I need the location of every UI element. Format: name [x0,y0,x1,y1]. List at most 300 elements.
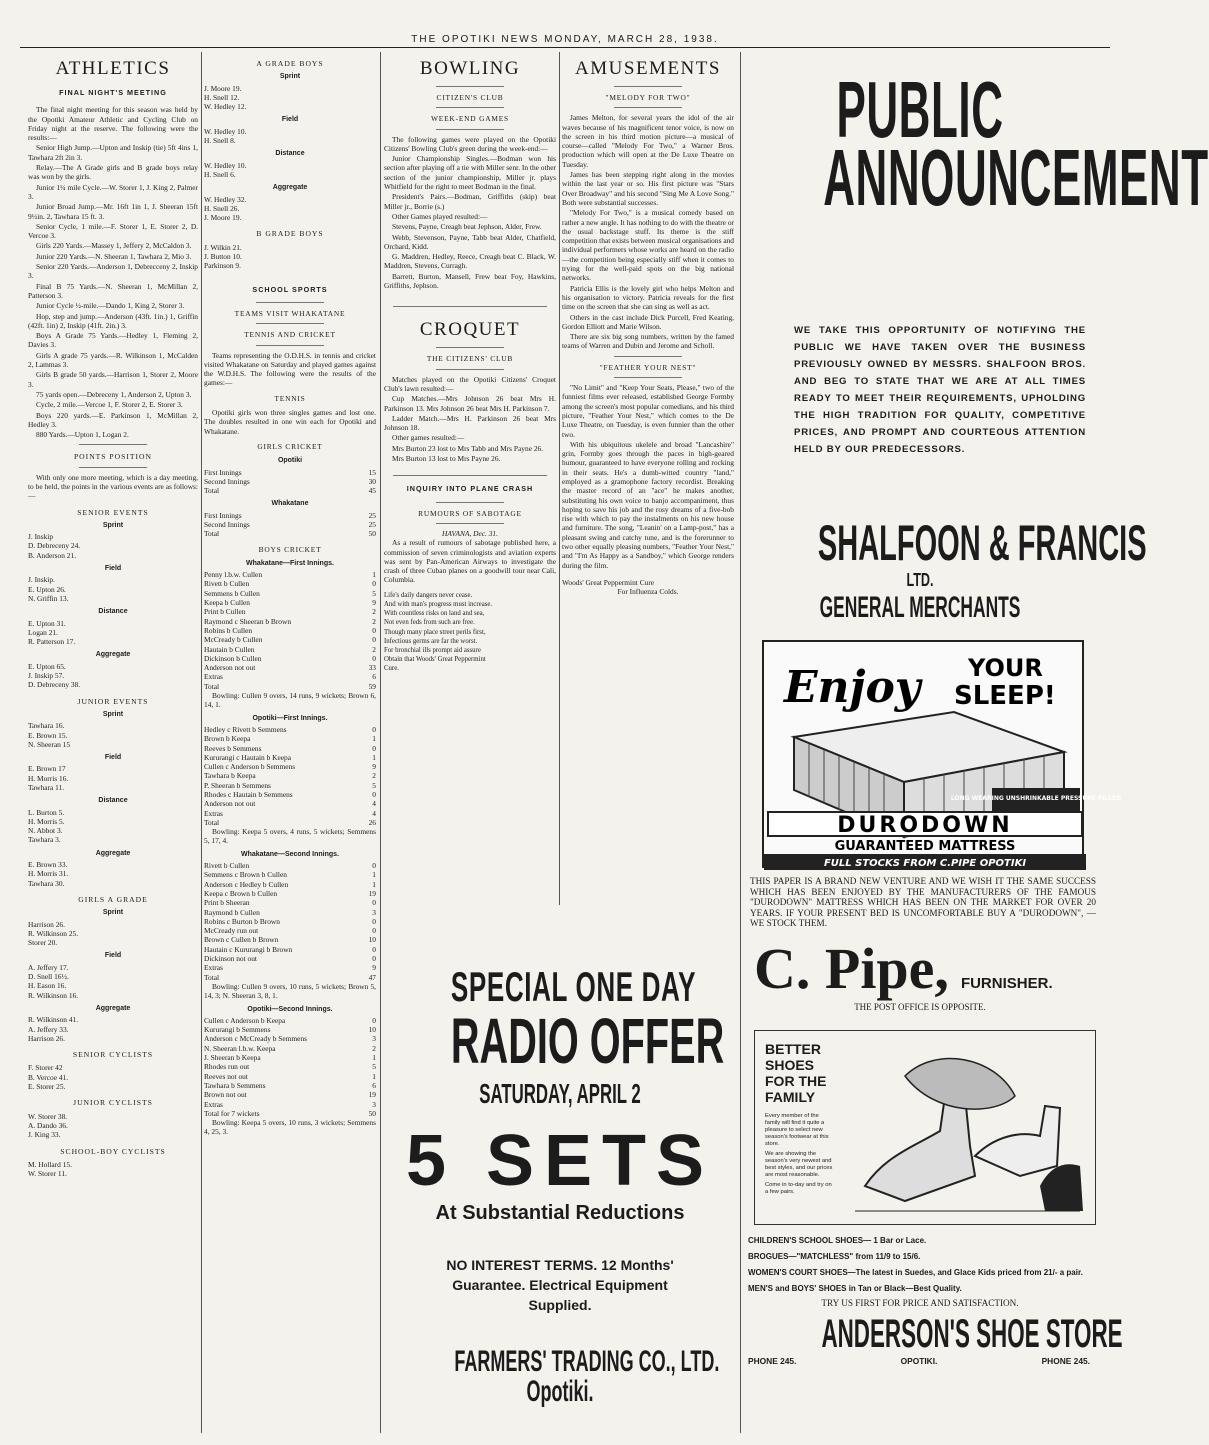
athletics-subtitle: FINAL NIGHT'S MEETING [59,88,167,97]
score-row [204,945,376,954]
score-row [204,579,376,588]
score-value: 0 [372,653,376,663]
score-value: 0 [372,944,376,954]
score-label: Total [204,817,220,827]
divider [79,467,147,468]
score-value: 1 [372,870,376,880]
event-name: Sprint [279,73,301,81]
score-value: 0 [372,861,376,871]
score-row [204,898,376,907]
score-value: 19 [368,888,376,898]
divider [436,129,505,130]
score-value: 2 [372,1043,376,1053]
school-sports-title: SCHOOL SPORTS [252,284,328,294]
score-row [204,1016,376,1025]
points-entry: Logan 21. [28,627,58,637]
score-value: 6 [372,1080,376,1090]
score-label: Raymond b Cullen [204,907,260,917]
event-name: Aggregate [95,849,131,857]
athletics-column [28,52,198,1437]
score-value: 0 [372,743,376,753]
score-label: Semmens b Cullen [204,588,260,598]
score-label: Dickinson not out [204,954,257,964]
feather-title: "FEATHER YOUR NEST" [599,362,697,372]
score-row [204,468,376,477]
points-entry: H. Morris 5. [28,816,65,826]
divider [614,86,683,87]
score-label: Extras [204,963,223,973]
points-entry: W. Hedley 32. [204,194,247,204]
points-entry: H. Snell 8. [204,136,236,146]
score-row [204,753,376,762]
event-name: Aggregate [95,651,131,659]
result-line: Senior High Jump.—Upton and Inskip (tie) 5ft 4ins 1, Tawhara 2ft 2in 3. [28,143,198,162]
score-row [204,477,376,486]
enjoy-text: Enjoy [784,662,921,713]
c-pipe-name: C. Pipe, [754,935,949,1001]
sleep-text: SLEEP! [954,681,1056,711]
score-label: Total for 7 wickets [204,1108,260,1118]
divider [393,475,548,476]
score-value: 1 [372,1071,376,1081]
score-label: Raymond c Sheeran b Brown [204,616,292,626]
points-entry: D. Debreceny 24. [28,541,81,551]
points-entry: J. Moore 19. [204,83,242,93]
badge-text: LONG WEARING UNSHRINKABLE PRESSURE FILLED [950,795,1122,802]
durodown-ad-image [762,640,1122,869]
points-entry: Parkinson 9. [204,261,241,271]
score-value: 0 [372,898,376,908]
score-value: 25 [368,519,376,529]
poem-line: With countless risks on land and sea, [384,610,485,618]
score-row [204,963,376,972]
score-label: Total [204,486,220,496]
innings-title: Opotiki—First Innings. [252,714,328,722]
score-row [204,809,376,818]
croquet-para: Mrs Burton 13 lost to Mrs Payne 26. [392,454,501,464]
points-entry: W. Storer 11. [28,1169,67,1179]
plane-crash-sub: RUMOURS OF SABOTAGE [418,508,522,518]
score-label: Rhodes c Hautain b Semmens [204,790,293,799]
score-label: Robins c Burton b Brown [204,916,280,926]
score-row [204,771,376,780]
result-line: Senior 220 Yards.—Anderson 1, Debrecceny 2, Inskip 3. [28,262,198,281]
divider [256,345,325,346]
divider [436,86,505,87]
score-label: Anderson not out [204,799,256,809]
score-label: Hautain b Cullen [204,644,255,654]
score-value: 5 [372,588,376,598]
bowling-figures: Bowling: Keepa 5 overs, 10 runs, 3 wickets; Semmens 4, 25, 3. [204,1118,376,1137]
score-label: Reeves not out [204,1071,248,1081]
radio-terms: Supplied. [528,1297,592,1313]
score-row [204,570,376,579]
score-label: P. Sheeran b Semmens [204,780,271,790]
points-entry: J. Button 10. [204,252,242,262]
phone-right: PHONE 245. [1041,1355,1090,1366]
score-value: 0 [372,579,376,589]
event-name: Sprint [102,521,124,529]
points-entry: R. Wilkinson 41. [28,1015,79,1025]
score-label: Extras [204,672,223,682]
poem-line: Life's daily dangers never cease. [384,591,473,599]
bowling-figures: Bowling: Cullen 9 overs, 10 runs, 5 wickets; Brown 5, 14, 3; N. Sheeran 3, 8, 1. [204,981,376,1001]
athletics-intro: The final night meeting for this season was held by the Opotiki Amateur Athletic and Cycling Club on Friday night at the reserve. The following were the results:— [28,105,198,143]
score-row [204,1100,376,1109]
public-notice-text: WE TAKE THIS OPPORTUNITY OF NOTIFYING THE PUBLIC WE HAVE TAKEN OVER THE BUSINESS PREVIOUSLY OWNED BY MESSRS. SHALFOON BROS. AND BEG TO STATE THAT WE ARE AT ALL TIMES READY TO MEET THEIR REQUIREMENTS, UPHOLDING THE HIGH TRADITION FOR QUALITY, COMPETITIVE PRICES, AND PROMPT AND COURTEOUS ATTENTION HELD BY OUR PREDECESSORS. [794,325,1086,455]
points-group-title: SCHOOL-BOY CYCLISTS [60,1146,166,1156]
points-intro: With only one more meeting, which is a day meeting, to be held, the points in the various events are as follows:— [28,472,198,501]
boys-cricket-scorecards [204,559,376,1137]
score-value: 4 [372,808,376,818]
divider [436,523,505,524]
event-name: Field [104,952,122,960]
poem-line: Not even feds from such are free. [384,619,475,627]
result-line: Relay.—The A Grade girls and B grade boys relay was won by the girls. [28,163,198,182]
bowling-weekend: WEEK-END GAMES [431,114,509,124]
score-value: 0 [372,926,376,936]
event-name: Field [104,565,122,573]
points-entry: Tawhara 16. [28,721,65,731]
score-label: Hautain c Kururangi b Brown [204,944,293,954]
bowling-para: President's Pairs.—Bodman, Griffiths (skip) beat Miller jr., Borrie (s.) [384,192,556,211]
total-row [204,973,376,982]
better-shoes-heading [765,1041,835,1105]
score-value: 9 [372,963,376,973]
bowling-intro: The following games were played on the Opotiki Citizens' Bowling Club's green during the week-end:— [384,134,556,153]
school-sports-intro: Teams representing the O.D.H.S. in tennis and cricket visited Whakatane on Saturday and played games against the W.D.H.S. The following were the results of the games:— [204,350,376,388]
b-grade-title: B GRADE BOYS [256,229,324,239]
score-row [204,635,376,644]
divider [436,107,505,108]
score-value: 2 [372,607,376,617]
column-rule [740,52,741,1433]
masthead: THE OPOTIKI NEWS MONDAY, MARCH 28, 1938. [20,34,1110,48]
score-row [204,861,376,870]
points-entry: J. Inskip. [28,575,55,585]
score-value: 30 [368,476,376,486]
shoe-small-text [765,1113,835,1196]
score-label: Robins b Cullen [204,625,253,635]
divider [436,502,505,503]
bowling-para: Stevens, Payne, Creagh beat Jephson, Alder, Frew. [392,222,542,232]
girls-cricket-title: GIRLS CRICKET [257,441,323,451]
result-line: 75 yards open.—Debreceny 1, Anderson 2, Upton 3. [36,389,192,399]
score-value: 3 [372,907,376,917]
your-text: YOUR [968,654,1043,682]
radio-terms: Guarantee. Electrical Equipment [452,1277,668,1293]
divider [256,302,325,303]
croquet-title: CROQUET [419,319,521,341]
bowling-para: Junior Championship Singles.—Bodman won his section after playing off a tie with Miller senr. In the other section of the junior championship, Miller jr. plays Whitfield for the right to meet Bodman in the final. [384,154,556,192]
score-row [204,607,376,616]
points-entry: E. Upton 65. [28,661,66,671]
points-entry: W. Hedley 12. [204,102,247,112]
phone-left: PHONE 245. [748,1355,797,1366]
score-label: Brown c Cullen b Brown [204,935,279,945]
score-value: 2 [372,616,376,626]
radio-town: Opotiki. [526,1375,594,1408]
points-group-title: SENIOR CYCLISTS [72,1050,154,1060]
radio-sets: 5 SETS [405,1121,715,1201]
shoe-price-line: CHILDREN'S SCHOOL SHOES— 1 Bar or Lace. [748,1236,927,1246]
shoe-heading-line: BETTER [765,1041,821,1058]
result-line: Girls 220 Yards.—Massey 1, Jeffery 2, McCaldon 3. [36,241,192,251]
score-row [204,762,376,771]
score-value: 5 [372,780,376,790]
points-entry: A. Jeffery 33. [28,1024,69,1034]
amusements-para: There are six big song numbers, written by the famed teams of Warren and Dubin and Jerome and Scholl. [562,332,734,351]
points-entry: Harrison 26. [28,919,65,929]
score-label: Extras [204,808,223,818]
column-rule [380,52,381,1433]
ads-column [744,52,1209,1437]
points-entry: E. Brown 15. [28,730,68,740]
amusements-para: James Melton, for several years the idol of the air waves because of his magnificent tenor voice, is now on the screen in his third motion picture—a musical of course—called "Melody For Two," a Warner Bros. production which will open at the De Luxe Theatre on Tuesday. [562,113,734,169]
score-value: 1 [372,879,376,889]
divider [436,347,505,348]
opotiki-label: Opotiki [277,457,303,465]
score-label: Total [204,681,220,691]
column-rule [201,52,202,1433]
divider [256,323,325,324]
event-name: Distance [275,150,305,158]
score-row [204,935,376,944]
event-name: Field [104,754,122,762]
mattress-illustration [764,642,1122,870]
points-entry: N. Griffin 13. [28,593,69,603]
score-label: First Innings [204,467,242,477]
c-pipe-ad [754,935,1096,1001]
radio-terms: NO INTEREST TERMS. 12 Months' [446,1257,674,1273]
event-name: Sprint [102,710,124,718]
result-line: Girls A grade 75 yards.—R. Wilkinson 1, McCalden 2, Lammas 3. [28,350,198,370]
score-value: 0 [372,724,376,734]
croquet-para: Cup Matches.—Mrs Johnson 26 beat Mrs H. Parkinson 13. Mrs Johnson 26 beat Mrs H. Parkinson 7. [384,394,556,413]
score-label: Anderson c Hedley b Cullen [204,879,289,889]
shoe-heading-line: SHOES [765,1057,815,1074]
score-value: 50 [368,529,376,539]
score-value: 19 [368,1090,376,1100]
score-row [204,917,376,926]
tennis-cricket-title: TENNIS AND CRICKET [244,330,336,340]
score-label: Print b Sheeran [204,898,250,908]
points-entry: E. Brown 33. [28,860,68,870]
points-entry: Tawhara 3. [28,835,61,845]
event-name: Aggregate [272,184,308,192]
points-entry: M. Hollard 15. [28,1159,72,1169]
public-headline: ANNOUNCEMENT [823,133,1209,222]
score-row [204,1081,376,1090]
points-entry: Storer 20. [28,938,58,948]
score-row [204,870,376,879]
poem-line: Though many place street perils first, [384,628,486,636]
score-value: 10 [368,935,376,945]
score-label: Brown not out [204,1090,247,1100]
amusements-para: "Melody For Two," is a musical comedy based on rather a new angle. It has nothing to do with the theatre or the usual backstage stuff. Its theme is the stiff competition that exists between musical organisations and individual performers whose works are heard on the radio—the competition being especially stiff when it comes to trying for the well-paid spots on the big national networks. [562,208,734,283]
score-label: Second Innings [204,476,250,486]
result-line: Junior 1¼ mile Cycle.—W. Storer 1, J. King 2, Palmer 3. [28,182,198,201]
score-value: 6 [372,672,376,682]
full-stocks-text: FULL STOCKS FROM C.PIPE OPOTIKI [823,858,1027,869]
score-value: 3 [372,1099,376,1109]
athletics-title: ATHLETICS [55,58,171,79]
score-value: 0 [372,635,376,645]
amusements-para: "No Limit" and "Keep Your Seats, Please," two of the funniest films ever released, established George Formby among the screen's most popular comedians, and his third picture, "Feather Your Nest," which comes to the De Luxe Theatre, on Tuesday, is even funnier than the other two. [562,383,734,439]
score-label: Second Innings [204,519,250,529]
school-sports-column [204,52,376,1437]
score-value: 0 [372,790,376,799]
shalfoon-ltd: LTD. [906,570,934,590]
points-entry: W. Hedley 10. [204,126,247,136]
score-label: Hedley c Rivett b Semmens [204,724,287,734]
try-us-first: TRY US FIRST FOR PRICE AND SATISFACTION. [821,1298,1019,1309]
score-row [204,1072,376,1081]
result-line: 880 Yards.—Upton 1, Logan 2. [36,430,129,440]
boys-cricket-title: BOYS CRICKET [258,544,322,554]
innings-title: Whakatane—Second Innings. [240,850,339,858]
points-entry: E. Brown 17 [28,764,66,774]
plane-crash-text: As a result of rumours of sabotage published here, a commission of seven criminologists and aviation experts was sent by Pan-American Airways to investigate the crash of three Cuban planes on a goodwill tour near Cali, Columbia. [384,538,556,585]
points-entry: B. Vercoe 41. [28,1072,69,1082]
points-entry: W. Hedley 10. [204,160,247,170]
event-name: Field [281,116,299,124]
guaranteed-mattress: GUARANTEED MATTRESS [834,839,1016,854]
score-row [204,511,376,520]
divider [393,306,548,307]
result-line: Girls B grade 50 yards.—Harrison 1, Storer 2, Moore 3. [28,370,198,389]
event-name: Aggregate [95,1004,131,1012]
score-label: Cullen c Anderson b Semmens [204,762,296,772]
shoe-small-para: Come in to-day and try on a few pairs. [765,1182,832,1196]
score-value: 1 [372,570,376,580]
points-entry: H. Morris 31. [28,869,69,879]
bowling-figures: Bowling: Cullen 9 overs, 14 runs, 9 wickets; Brown 6, 14, 1. [204,691,376,710]
score-row [204,654,376,663]
score-label: J. Sheeran b Keepa [204,1053,261,1063]
result-line: Boys 220 yards.—E. Parkinson 1, McMillan 2, Hedley 3. [28,410,198,429]
score-label: Extras [204,1099,223,1109]
general-merchants: GENERAL MERCHANTS [819,591,1021,624]
score-row [204,1044,376,1053]
total-row [204,1109,376,1118]
score-label: Dickinson b Cullen [204,653,262,663]
score-label: Reeves b Semmens [204,743,262,753]
points-group-title: SENIOR EVENTS [77,507,149,517]
points-entry: D. Debreceny 38. [28,680,81,690]
bowling-para: G. Maddren, Hedley, Reece, Creagh beat C. Black, W. Maddren, Stevens, Curragh. [384,252,556,271]
points-entry: F. Storer 42 [28,1063,63,1073]
radio-firm: FARMERS' TRADING CO., LTD. [454,1345,720,1378]
durodown-text: THIS PAPER IS A BRAND NEW VENTURE AND WE WISH IT THE SAME SUCCESS WHICH HAS BEEN ENJOYED BY THE MANUFACTURERS OF THE FAMOUS "DURODOWN" MATTRESS WHICH HAS BEEN ON THE MARKET FOR OVER 20 YEARS. IF YOUR PRESENT BED IS UNCOMFORTABLE BUY A "DURODOWN", — WE STOCK THEM. [750,876,1096,929]
durodown-brand: DURODOWN [837,813,1013,838]
points-entry: R. Patterson 17. [28,637,76,647]
points-entry: E. Upton 31. [28,618,66,628]
radio-headline: SPECIAL ONE DAY [450,963,697,1010]
score-value: 47 [368,972,376,982]
column-rule [559,52,560,905]
score-value: 0 [372,1015,376,1025]
points-entry: J. Wilkin 21. [204,242,242,252]
score-value: 33 [368,663,376,673]
score-label: Anderson not out [204,663,256,673]
store-town: OPOTIKI. [900,1355,938,1366]
score-row [204,1090,376,1099]
divider [436,369,505,370]
points-entry: H. Snell 6. [204,169,236,179]
points-entry: H. Morris 16. [28,773,69,783]
score-label: Keepa b Cullen [204,598,250,608]
points-entry: W. Storer 38. [28,1111,68,1121]
bowling-title: BOWLING [419,58,521,79]
opotiki-innings [204,468,376,496]
points-entry: N. Abbot 3. [28,826,63,836]
melody-title: "MELODY FOR TWO" [605,93,691,102]
event-name: Distance [98,797,128,805]
furnisher-label: FURNISHER. [960,974,1053,992]
score-row [204,790,376,799]
score-row [204,589,376,598]
a-grade-list [204,72,376,222]
points-entry: E. Storer 25. [28,1082,66,1092]
bowling-para: Barrett, Burton, Mansell, Frew beat Foy, Hawkins, Griffiths, Jephson. [384,271,556,291]
points-entry: A. Dando 36. [28,1120,68,1130]
score-label: Penny l.b.w. Cullen [204,570,263,580]
score-value: 0 [372,954,376,964]
score-row [204,626,376,635]
score-label: Rivett b Cullen [204,579,250,589]
result-line: Junior 220 Yards.—N. Sheeran 1, Tawhara 2, Mio 3. [36,251,192,261]
score-label: Total [204,529,220,539]
innings-title: Opotiki—Second Innings. [247,1005,333,1013]
score-label: Kururangi b Semmens [204,1025,271,1035]
score-value: 25 [368,510,376,520]
shalfoon-francis: SHALFOON & FRANCIS [817,515,1147,571]
score-value: 0 [372,916,376,926]
points-group-title: GIRLS A GRADE [78,894,148,904]
shoes-illustration [845,1036,1090,1221]
bowling-para: Webb, Stevenson, Payne, Tabb beat Alder, Chatfield, Orchard, Kidd. [384,232,556,251]
shoe-price-line: WOMEN'S COURT SHOES—The latest in Suedes, and Glace Kids priced from 21/- a pair. [748,1268,1083,1278]
points-group-title: JUNIOR EVENTS [77,696,149,706]
croquet-para: Ladder Match.—Mrs H. Parkinson 26 beat Mrs Johnson 18. [384,413,556,433]
score-label: Kururangi c Hautain b Keepa [204,752,292,762]
tennis-text: Opotiki girls won three singles games and lost one. The doubles resulted in one win each for Opotiki and Whakatane. [204,408,376,436]
cure-ad-line: Woods' Great Peppermint Cure [562,577,655,587]
score-label: McCready run out [204,926,259,936]
points-entry: J. Inskip [28,532,54,542]
bowling-figures: Bowling: Keepa 5 overs, 4 runs, 5 wickets; Semmens 5, 17, 4. [204,827,376,846]
b-grade-list [204,243,376,271]
points-entry: Tawhara 11. [28,783,65,792]
points-entry: N. Sheeran 15 [28,739,71,749]
total-row [204,818,376,827]
points-entry: R. Wilkinson 16. [28,990,79,1000]
points-entry: L. Burton 5. [28,807,65,817]
tennis-label: TENNIS [274,393,306,403]
radio-offer-ad [384,963,736,1408]
score-row [204,663,376,672]
amusements-title: AMUSEMENTS [575,58,721,79]
score-label: N. Sheeran l.b.w. Keepa [204,1043,276,1053]
anderson-shoe-store: ANDERSON'S SHOE STORE [821,1311,1123,1356]
points-entry: R. Wilkinson 25. [28,928,79,938]
poem-line: Infectious germs are far the worst. [384,637,478,645]
shoe-price-line: MEN'S and BOYS' SHOES in Tan or Black—Best Quality. [748,1284,962,1294]
score-value: 5 [372,1062,376,1072]
score-row [204,908,376,917]
score-label: McCready b Cullen [204,635,263,645]
